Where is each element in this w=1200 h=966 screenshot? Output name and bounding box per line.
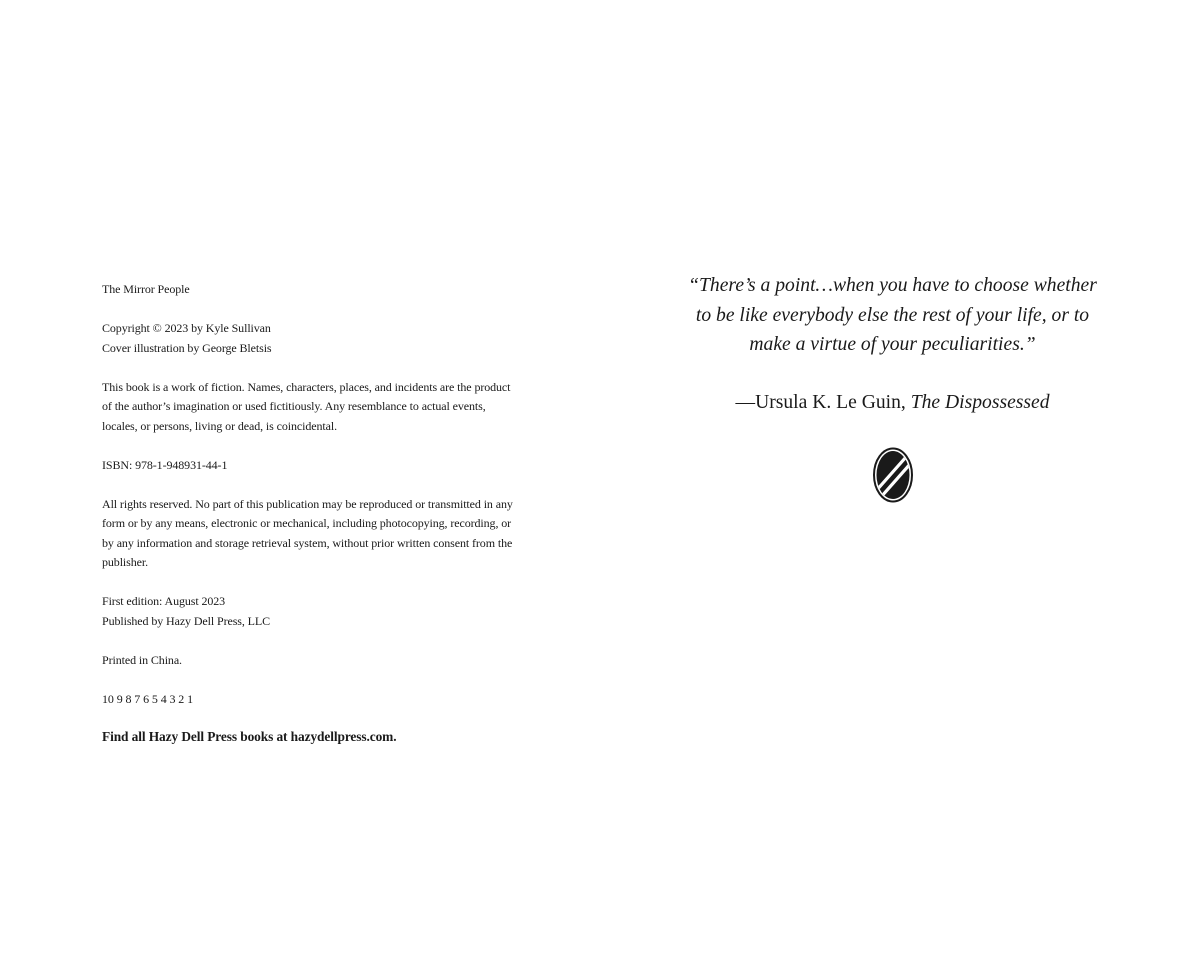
- fiction-disclaimer: This book is a work of fiction. Names, characters, places, and incidents are the product of the author’s imagination or used fictitiously. Any resemblance to actual events, locales, or persons, living or dead, is coincidental.: [102, 379, 511, 433]
- printed-location: Printed in China.: [102, 652, 182, 667]
- copyright-line: Copyright © 2023 by Kyle Sullivan: [102, 321, 271, 335]
- edition: First edition: August 2023: [102, 594, 226, 608]
- find-books-note: Find all Hazy Dell Press books at hazydellpress.com.: [102, 728, 397, 744]
- attribution-author: —Ursula K. Le Guin,: [735, 391, 911, 413]
- copyright-page: [102, 280, 522, 766]
- isbn: ISBN: 978-1-948931-44-1: [102, 457, 228, 472]
- epigraph-quote: “There’s a point…when you have to choose whether to be like everybody else the rest of your life, or to make a virtue of your peculiarities.”: [688, 275, 1097, 355]
- rights-reserved: All rights reserved. No part of this publication may be reproduced or transmitted in any form or by any means, electronic or mechanical, including photocopying, recording, or by any information and storage retrieval system, without prior written consent from the publisher.: [102, 496, 513, 569]
- cover-credit: Cover illustration by George Bletsis: [102, 340, 272, 355]
- epigraph-page: [680, 271, 1105, 503]
- printing-line: 10 9 8 7 6 5 4 3 2 1: [102, 691, 194, 706]
- striped-oval-logo-icon: [872, 447, 914, 503]
- book-title: The Mirror People: [102, 282, 190, 296]
- publisher: Published by Hazy Dell Press, LLC: [102, 613, 271, 628]
- attribution-work-title: The Dispossessed: [910, 391, 1050, 413]
- epigraph-attribution: [680, 388, 1105, 418]
